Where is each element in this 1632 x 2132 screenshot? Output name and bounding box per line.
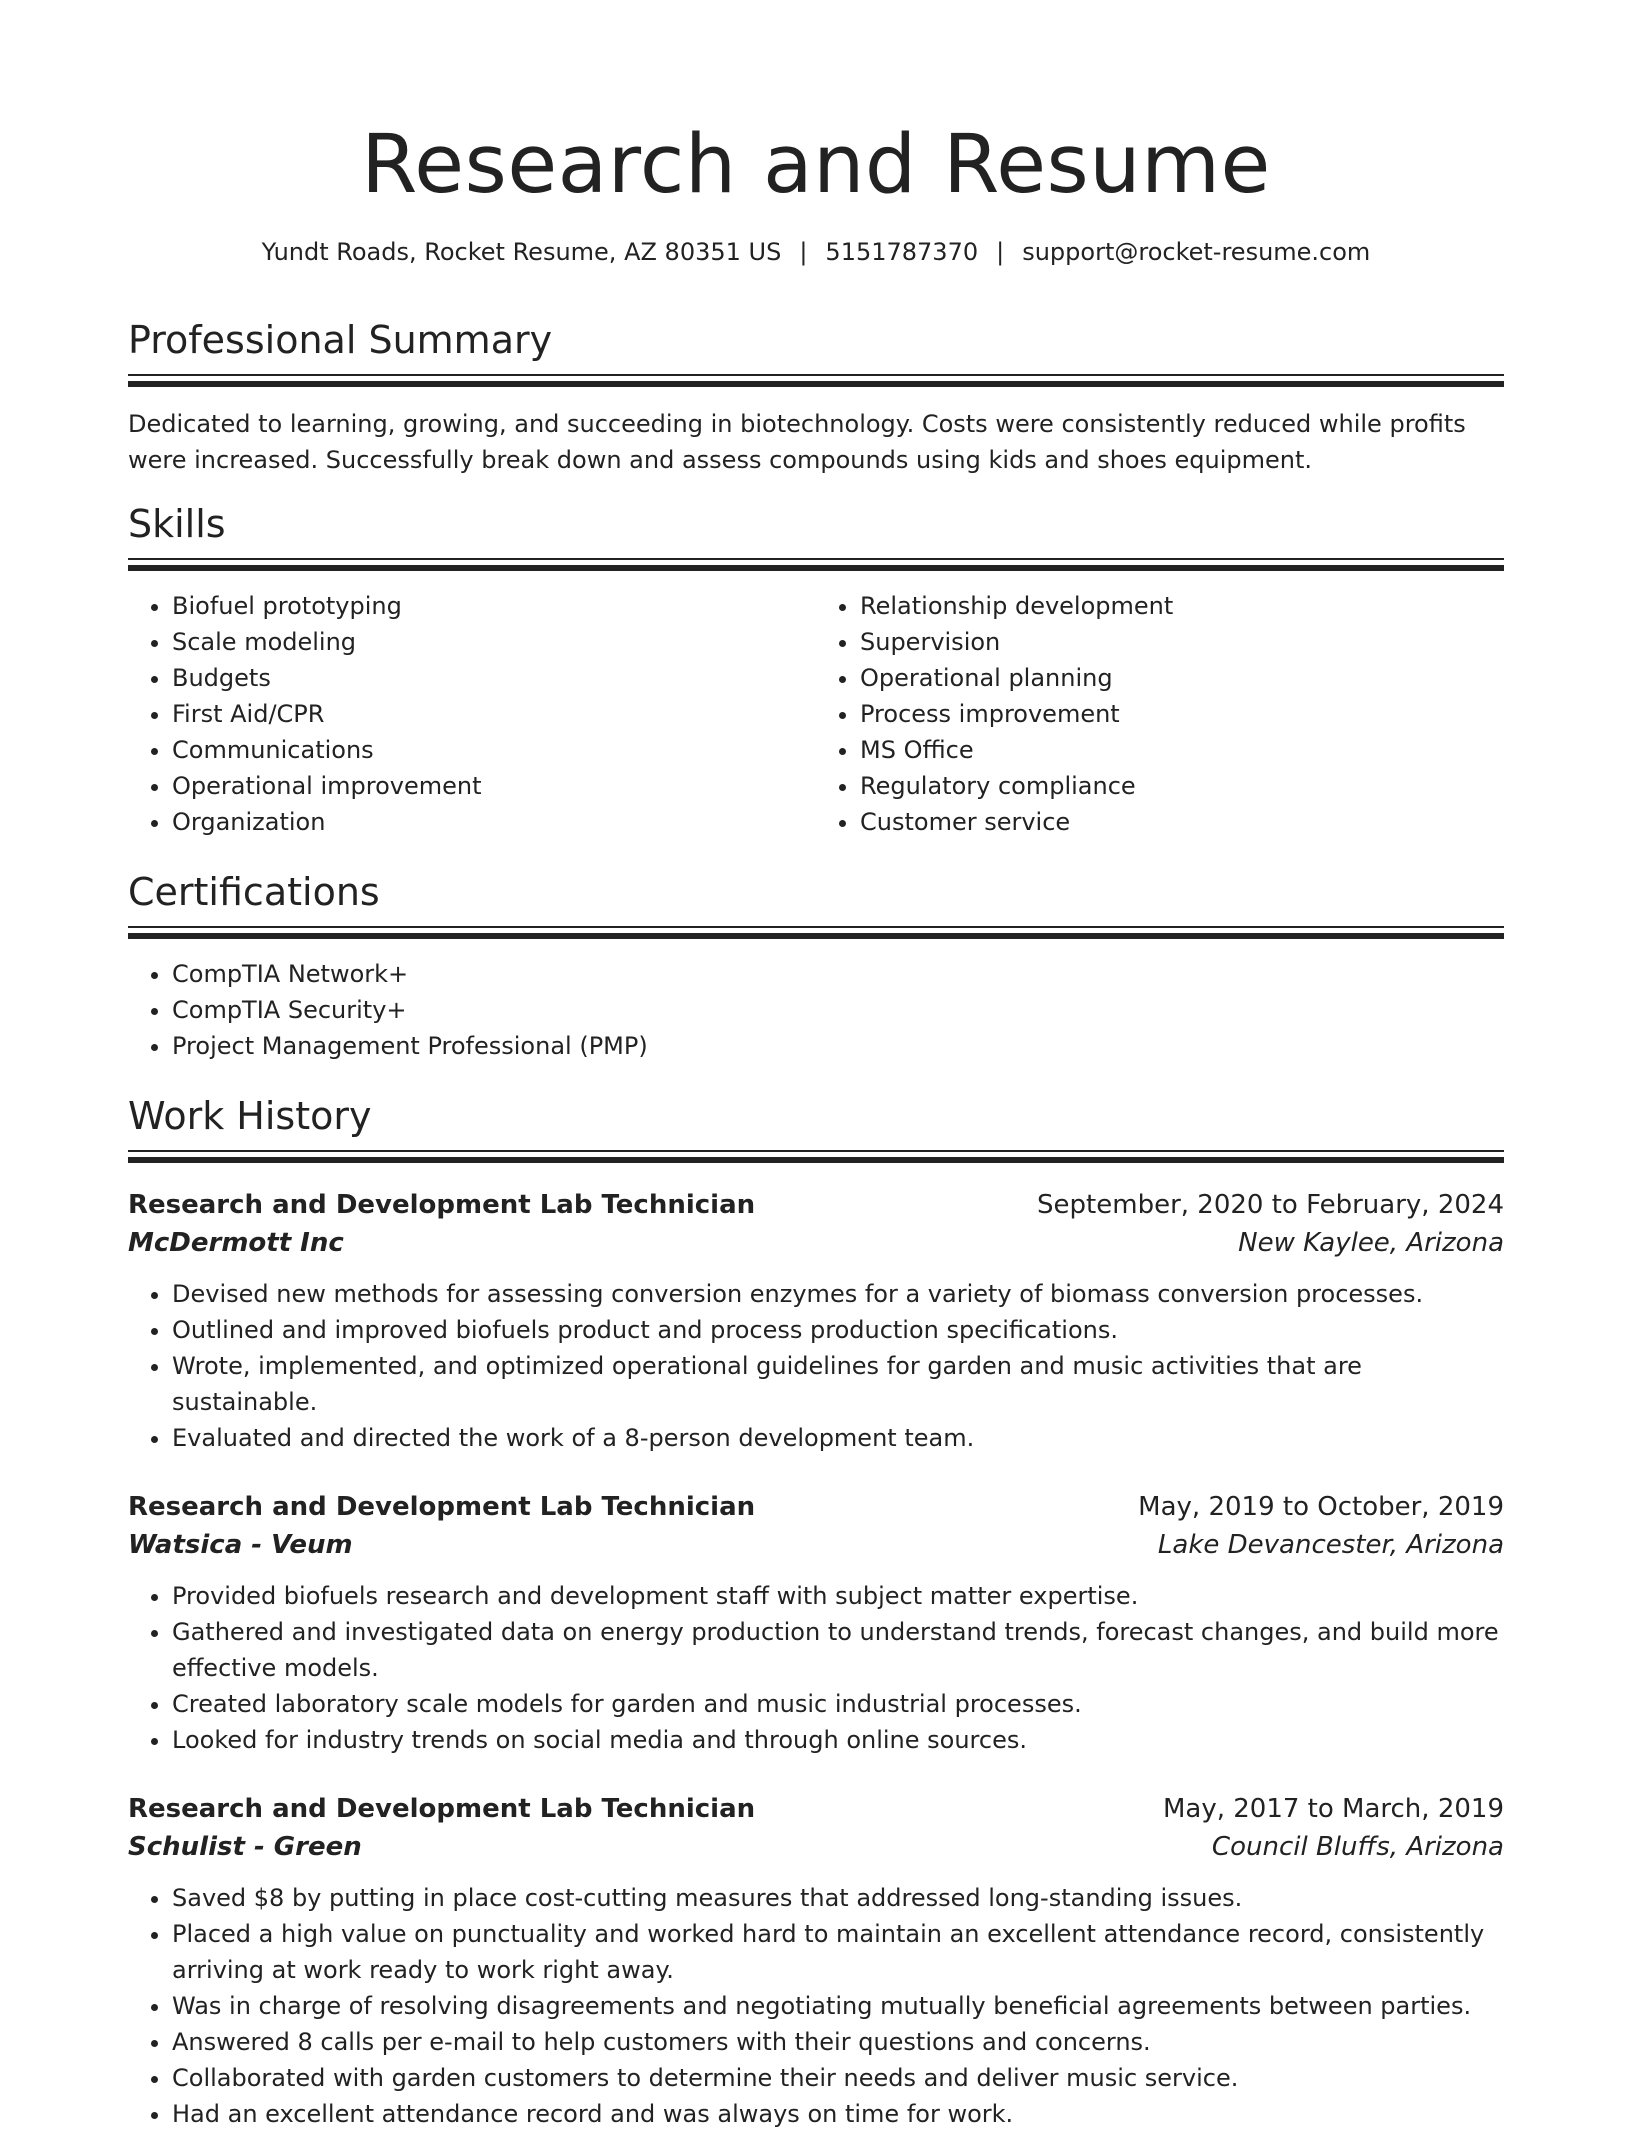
skill-item: • Relationship development xyxy=(860,588,1504,624)
job-location: New Kaylee, Arizona xyxy=(1238,1228,1504,1258)
contact-address: Yundt Roads, Rocket Resume, AZ 80351 US xyxy=(261,238,782,266)
skills-list-left xyxy=(128,588,816,840)
job-bullet: • Looked for industry trends on social media and through online sources. xyxy=(172,1722,1504,1758)
job-bullet: • Evaluated and directed the work of a 8-person development team. xyxy=(172,1420,1504,1456)
skill-item: • Organization xyxy=(172,804,816,840)
section-divider xyxy=(128,374,1504,388)
job-company: Watsica - Veum xyxy=(128,1530,353,1560)
certification-item: • Project Management Professional (PMP) xyxy=(172,1028,1504,1064)
job-dates: May, 2017 to March, 2019 xyxy=(1162,1794,1504,1824)
contact-email[interactable]: support@rocket-resume.com xyxy=(1022,238,1371,266)
certification-item: • CompTIA Security+ xyxy=(172,992,1504,1028)
job-bullet: • Created laboratory scale models for garden and music industrial processes. xyxy=(172,1686,1504,1722)
skill-item: • Biofuel prototyping xyxy=(172,588,816,624)
job-dates: September, 2020 to February, 2024 xyxy=(1037,1190,1504,1220)
skill-item: • Regulatory compliance xyxy=(860,768,1504,804)
job-entry xyxy=(128,1790,1504,2132)
section-divider xyxy=(128,1150,1504,1164)
job-dates: May, 2019 to October, 2019 xyxy=(1138,1492,1504,1522)
certifications-section xyxy=(128,868,1504,1064)
certification-item: • CompTIA Network+ xyxy=(172,956,1504,992)
job-entry xyxy=(128,1488,1504,1758)
skill-item: • Operational planning xyxy=(860,660,1504,696)
work-history-section xyxy=(128,1092,1504,2132)
skills-heading: Skills xyxy=(128,502,226,546)
job-location: Council Bluffs, Arizona xyxy=(1211,1832,1504,1862)
skill-item: • Scale modeling xyxy=(172,624,816,660)
work-history-heading: Work History xyxy=(128,1094,372,1138)
section-divider xyxy=(128,558,1504,572)
summary-section xyxy=(128,316,1504,478)
skills-columns xyxy=(128,572,1504,840)
certifications-list xyxy=(128,956,1504,1064)
job-bullet: • Had an excellent attendance record and was always on time for work. xyxy=(172,2096,1504,2132)
job-title: Research and Development Lab Technician xyxy=(128,1492,756,1522)
job-bullets xyxy=(128,1276,1504,1456)
job-bullet: • Outlined and improved biofuels product and process production specifications. xyxy=(172,1312,1504,1348)
skill-item: • Process improvement xyxy=(860,696,1504,732)
job-bullet: • Wrote, implemented, and optimized operational guidelines for garden and music activities that are sustainable. xyxy=(172,1348,1504,1420)
job-location: Lake Devancester, Arizona xyxy=(1157,1530,1504,1560)
section-divider xyxy=(128,926,1504,940)
contact-separator: | xyxy=(996,238,1005,266)
job-bullets xyxy=(128,1880,1504,2132)
contact-phone: 5151787370 xyxy=(825,238,979,266)
job-company: McDermott Inc xyxy=(128,1228,344,1258)
skill-item: • Supervision xyxy=(860,624,1504,660)
job-bullet: • Placed a high value on punctuality and worked hard to maintain an excellent attendance record, consistently arriving at work ready to work right away. xyxy=(172,1916,1504,1988)
skills-list-right xyxy=(816,588,1504,840)
job-bullet: • Collaborated with garden customers to determine their needs and deliver music service. xyxy=(172,2060,1504,2096)
skill-item: • First Aid/CPR xyxy=(172,696,816,732)
skill-item: • Customer service xyxy=(860,804,1504,840)
job-bullet: • Saved $8 by putting in place cost-cutting measures that addressed long-standing issues. xyxy=(172,1880,1504,1916)
candidate-name: Research and Resume xyxy=(361,118,1271,212)
contact-separator: | xyxy=(799,238,808,266)
job-title: Research and Development Lab Technician xyxy=(128,1794,756,1824)
summary-heading: Professional Summary xyxy=(128,318,553,362)
skill-item: • Communications xyxy=(172,732,816,768)
skill-item: • MS Office xyxy=(860,732,1504,768)
job-bullet: • Answered 8 calls per e-mail to help customers with their questions and concerns. xyxy=(172,2024,1504,2060)
skill-item: • Budgets xyxy=(172,660,816,696)
job-bullet: • Devised new methods for assessing conversion enzymes for a variety of biomass conversion processes. xyxy=(172,1276,1504,1312)
contact-line xyxy=(128,238,1504,266)
job-bullet: • Provided biofuels research and development staff with subject matter expertise. xyxy=(172,1578,1504,1614)
job-bullet: • Gathered and investigated data on energy production to understand trends, forecast changes, and build more effective models. xyxy=(172,1614,1504,1686)
job-entry xyxy=(128,1186,1504,1456)
certifications-heading: Certifications xyxy=(128,870,380,914)
job-bullets xyxy=(128,1578,1504,1758)
skill-item: • Operational improvement xyxy=(172,768,816,804)
job-title: Research and Development Lab Technician xyxy=(128,1190,756,1220)
skills-section xyxy=(128,500,1504,840)
job-bullet: • Was in charge of resolving disagreements and negotiating mutually beneficial agreements between parties. xyxy=(172,1988,1504,2024)
summary-text: Dedicated to learning, growing, and succeeding in biotechnology. Costs were consistently reduced while profits were increased. Successfully break down and assess compounds using kids and shoes equipment. xyxy=(128,410,1466,474)
job-company: Schulist - Green xyxy=(128,1832,362,1862)
